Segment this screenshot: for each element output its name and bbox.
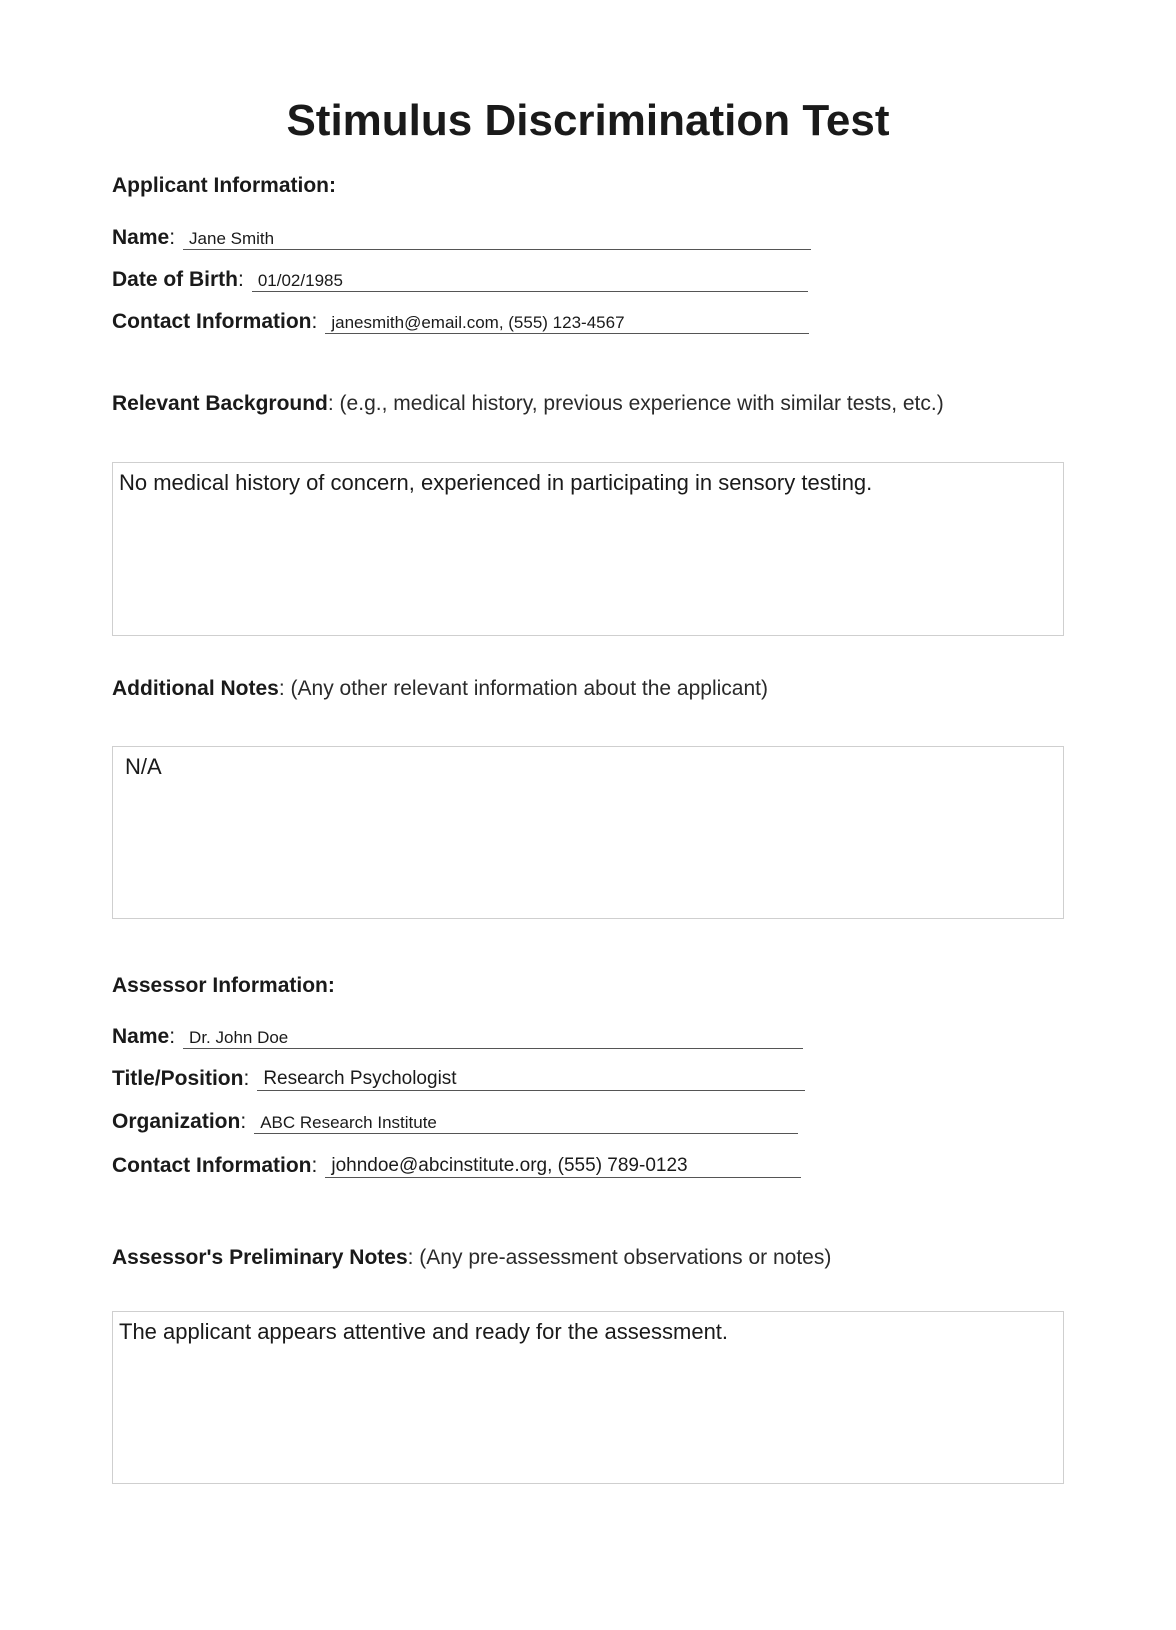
applicant-dob-row bbox=[112, 262, 808, 292]
assessor-title-field[interactable] bbox=[257, 1065, 805, 1091]
colon: : bbox=[169, 226, 176, 249]
assessor-name-label: Name bbox=[112, 1025, 170, 1048]
applicant-dob-field[interactable] bbox=[252, 266, 808, 292]
colon: : bbox=[238, 268, 244, 291]
applicant-name-row bbox=[112, 220, 811, 250]
assessor-org-value: ABC Research Institute bbox=[260, 1113, 437, 1132]
applicant-contact-field[interactable] bbox=[325, 308, 809, 334]
applicant-name-field[interactable] bbox=[183, 224, 811, 250]
applicant-dob-label: Date of Birth bbox=[112, 268, 238, 291]
background-textbox[interactable] bbox=[112, 462, 1064, 636]
background-label: Relevant Background bbox=[112, 392, 328, 415]
assessor-section-heading: Assessor Information: bbox=[112, 974, 335, 997]
colon: : bbox=[311, 1154, 318, 1177]
assessor-name-row bbox=[112, 1019, 803, 1049]
applicant-contact-label: Contact Information bbox=[112, 310, 312, 333]
preliminary-notes-value: The applicant appears attentive and ready for the assessment. bbox=[119, 1319, 729, 1344]
assessor-org-field[interactable] bbox=[254, 1108, 798, 1134]
colon: : bbox=[311, 310, 318, 333]
assessor-title-value: Research Psychologist bbox=[263, 1068, 457, 1089]
additional-notes-textbox[interactable] bbox=[112, 746, 1064, 919]
applicant-section-heading: Applicant Information: bbox=[112, 174, 336, 197]
assessor-contact-field[interactable] bbox=[325, 1152, 801, 1178]
applicant-contact-value: janesmith@email.com, (555) 123-4567 bbox=[331, 313, 625, 332]
assessor-title-label: Title/Position bbox=[112, 1067, 244, 1090]
applicant-contact-row bbox=[112, 304, 809, 334]
preliminary-notes-prompt bbox=[112, 1246, 831, 1270]
assessor-org-label: Organization bbox=[112, 1110, 241, 1133]
colon: : bbox=[240, 1110, 247, 1133]
colon: : bbox=[243, 1067, 250, 1090]
additional-notes-label: Additional Notes bbox=[112, 677, 279, 700]
background-prompt bbox=[112, 392, 944, 416]
assessor-contact-row bbox=[112, 1148, 801, 1178]
assessor-title-row bbox=[112, 1061, 805, 1091]
additional-notes-value: N/A bbox=[125, 754, 162, 779]
applicant-name-value: Jane Smith bbox=[189, 229, 275, 248]
additional-notes-hint: : (Any other relevant information about the applicant) bbox=[278, 677, 768, 700]
assessor-name-value: Dr. John Doe bbox=[189, 1028, 289, 1047]
preliminary-notes-textbox[interactable] bbox=[112, 1311, 1064, 1484]
applicant-name-label: Name bbox=[112, 226, 170, 249]
background-value: No medical history of concern, experienced in participating in sensory testing. bbox=[119, 470, 873, 495]
preliminary-notes-label: Assessor's Preliminary Notes bbox=[112, 1246, 408, 1269]
additional-notes-prompt bbox=[112, 677, 768, 701]
assessor-contact-value: johndoe@abcinstitute.org, (555) 789-0123 bbox=[331, 1155, 688, 1176]
document-title: Stimulus Discrimination Test bbox=[286, 96, 890, 145]
colon: : bbox=[169, 1025, 176, 1048]
assessor-org-row bbox=[112, 1104, 798, 1134]
assessor-name-field[interactable] bbox=[183, 1023, 803, 1049]
preliminary-notes-hint: : (Any pre-assessment observations or notes) bbox=[407, 1246, 832, 1269]
assessor-contact-label: Contact Information bbox=[112, 1154, 312, 1177]
background-hint: : (e.g., medical history, previous experience with similar tests, etc.) bbox=[327, 392, 944, 415]
applicant-dob-value: 01/02/1985 bbox=[257, 271, 343, 290]
